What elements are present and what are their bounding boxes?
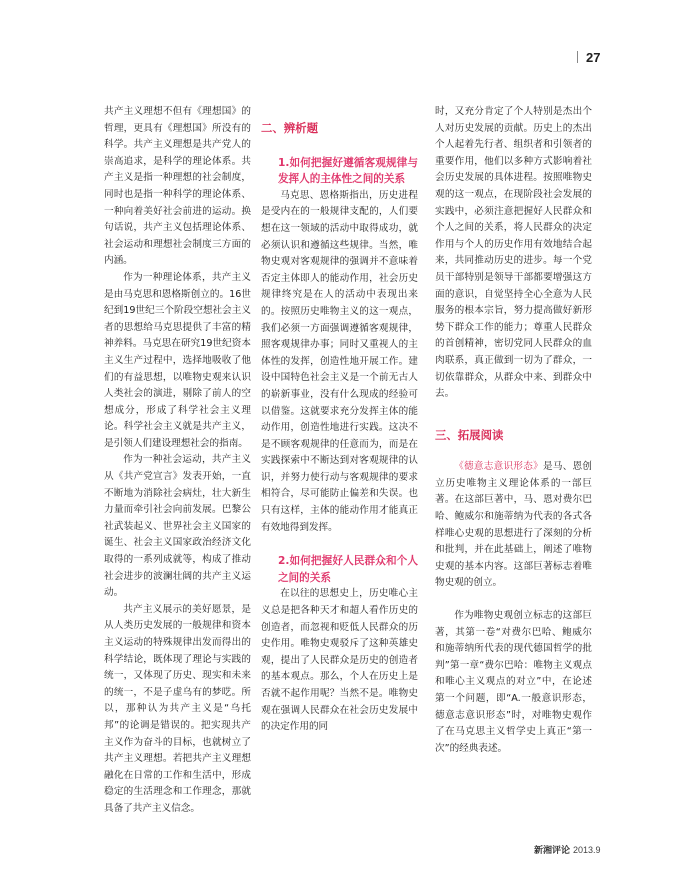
- subheading-objective-law: 1.如何把握好遵循客观规律与发挥人的主体性之间的关系: [277, 156, 418, 186]
- paragraph: [435, 459, 592, 592]
- page-number: [577, 50, 600, 65]
- paragraph: 作为一种理论体系，共产主义是由马克思和恩格斯创立的。16世纪到19世纪三个阶段空想社会主义者的思想给马克思提供了丰富的精神养料。马克思在研究19世纪资本主义生产过程中，选择地吸收了他们的有益思想，以唯物史观来认识人类社会的演进，剔除了前人的空想成分，形成了科学社会主义理论。科学社会主义就是共产主义，是引领人们建设理想社会的指南。: [104, 271, 251, 449]
- page-number-text: 27: [586, 50, 601, 65]
- paragraph: 作为唯物史观创立标志的这部巨著，其第一卷“对费尔巴哈、鲍威尔和施蒂纳所代表的现代德国哲学的批判”第一章“费尔巴哈：唯物主义观点和唯心主义观点的对立”中，在论述第一个问题，即“A.一般意识形态，德意志意识形态”时，对唯物史观作了在马克思主义哲学史上真正“第一次”的经典表述。: [435, 610, 592, 754]
- paragraph: 马克思、恩格斯指出，历史进程是受内在的一般规律支配的，人们要想在这一领域的活动中取得成功，就必须认识和遵循这些规律。当然，唯物史观对客观规律的强调并不意味着否定主体即人的能动作用，社会历史规律终究是在人的活动中表现出来的。按照历史唯物主义的这一观点，我们必须一方面强调遵循客观规律，照客观规律办事；同时又重视人的主体性的发挥，创造性地开展工作。建设中国特色社会主义是一个前无古人的崭新事业，没有什么现成的经验可以借鉴。这就要求充分发挥主体的能动作用，创造性地进行实践。这决不是不顾客观规律的任意而为，而是在实践探索中不断达到对客观规律的认识，并努力使行动与客观规律的要求相符合，尽可能防止偏差和失误。也只有这样，主体的能动作用才能真正有效地得到发挥。: [261, 189, 418, 533]
- paragraph: 作为一种社会运动，共产主义从《共产党宣言》发表开始，一直不断地为消除社会病灶，壮大新生力量而牵引社会向前发展。巴黎公社武装起义、世界社会主义国家的诞生、社会主义国家政治经济文化取得的一系列成就等，构成了推动社会进步的波澜壮阔的共产主义运动。: [104, 454, 251, 599]
- paragraph: 时，又充分肯定了个人特别是杰出个人对历史发展的贡献。历史上的杰出个人起着先行者、组织者和引领者的重要作用，他们以多种方式影响着社会历史发展的具体进程。按照唯物史观的这一观点，在现阶段社会发展的实践中，必须注意把握好人民群众和个人之间的关系，将人民群众的决定作用与个人的历史作用有效地结合起来，共同推动历史的进步。每一个党员干部特别是领导干部都要增强这方面的意识，自觉坚持全心全意为人民服务的根本宗旨，努力提高做好新形势下群众工作的能力；尊重人民群众的首创精神，密切党同人民群众的血肉联系，真正做到一切为了群众，一切依靠群众，从群众中来、到群众中去。: [435, 106, 592, 400]
- magazine-logo: 新湘评论: [534, 845, 571, 855]
- column-middle: [261, 104, 418, 736]
- page-number-divider: [577, 51, 578, 63]
- issue-number: 2013.9: [573, 845, 601, 855]
- footer: [534, 843, 601, 856]
- section-heading-analysis: 二、辨析题: [261, 121, 318, 135]
- column-right: [435, 104, 592, 757]
- paragraph: 共产主义理想不但有《理想国》的哲理，更具有《理想国》所没有的科学。共产主义理想是共产党人的崇高追求，是科学的理论体系。共产主义是指一种理想的社会制度，同时也是指一种科学的理论体系、一种向着美好社会前进的运动。换句话说，共产主义包括理论体系、社会运动和理想社会制度三方面的内涵。: [104, 106, 251, 267]
- paragraph: 在以往的思想史上，历史唯心主义总是把各种天才和超人看作历史的创造者，而忽视和贬低人民群众的历史作用。唯物史观驳斥了这种英雄史观，提出了人民群众是历史的创造者的基本观点。那么，个人在历史上是否就不起作用呢？当然不是。唯物史观在强调人民群众在社会历史发展中的决定作用的同: [261, 588, 418, 733]
- paragraph: 共产主义展示的美好愿景，是从人类历史发展的一般规律和资本主义运动的特殊规律出发而得出的科学结论，既体现了理论与实践的统一，又体现了历史、现实和未来的统一，不是子虚乌有的梦呓。所以，那种认为共产主义是“乌托邦”的论调是错误的。把实现共产主义作为奋斗的目标，也就树立了共产主义理想。若把共产主义理想融化在日常的工作和生活中，形成稳定的生活理念和工作理念，那就具备了共产主义信念。: [104, 603, 251, 814]
- section-heading-extended-reading: 三、拓展阅读: [435, 427, 504, 442]
- subheading-masses-individual: 2.如何把握好人民群众和个人之间的关系: [277, 555, 418, 584]
- book-title: 《德意志意识形态》: [454, 461, 543, 473]
- paragraph-text: 是马、恩创立历史唯物主义理论体系的一部巨著。在这部巨著中，马、恩对费尔巴哈、鲍威尔和施蒂纳为代表的各式各样唯心史观的思想进行了深刻的分析和批判，并在此基础上，阐述了唯物史观的基本内容。这部巨著标志着唯物史观的创立。: [435, 461, 593, 589]
- column-left: [104, 104, 251, 818]
